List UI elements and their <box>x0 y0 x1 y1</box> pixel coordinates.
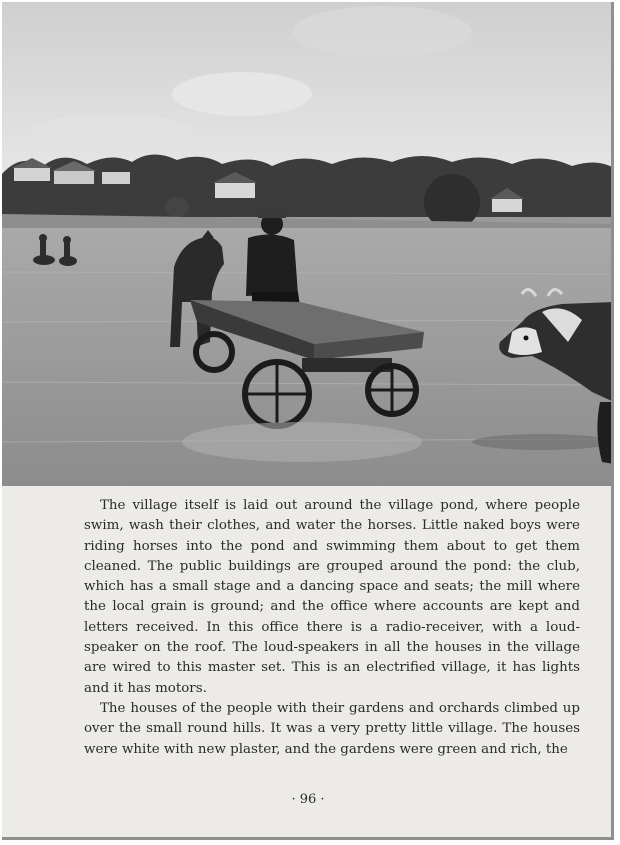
book-page <box>2 2 614 840</box>
paragraph: The houses of the people with their gardens and orchards climbed up over the small round hills. It was a very pretty little village. The houses were white with new plaster, and the gardens were green and rich, the <box>84 700 580 757</box>
water-splash <box>182 422 422 462</box>
village-pond-photograph <box>2 2 614 486</box>
photo-illustration <box>2 2 614 486</box>
page-number: · 96 · <box>291 792 325 807</box>
body-text <box>84 496 580 760</box>
paragraph: The village itself is laid out around the village pond, where people swim, wash their clothes, and water the horses. Little naked boys were riding horses into the pond and swimming them about to get them cleaned. The public buildings are grouped around the pond: the club, which has a small stage and a dancing space and seats; the mill where the local grain is ground; and the office where accounts are kept and letters received. In this office there is a radio-receiver, with a loud-speaker on the roof. The loud-speakers in all the houses in the village are wired to this master set. This is an electrified village, it has lights and it has motors. <box>84 498 580 696</box>
